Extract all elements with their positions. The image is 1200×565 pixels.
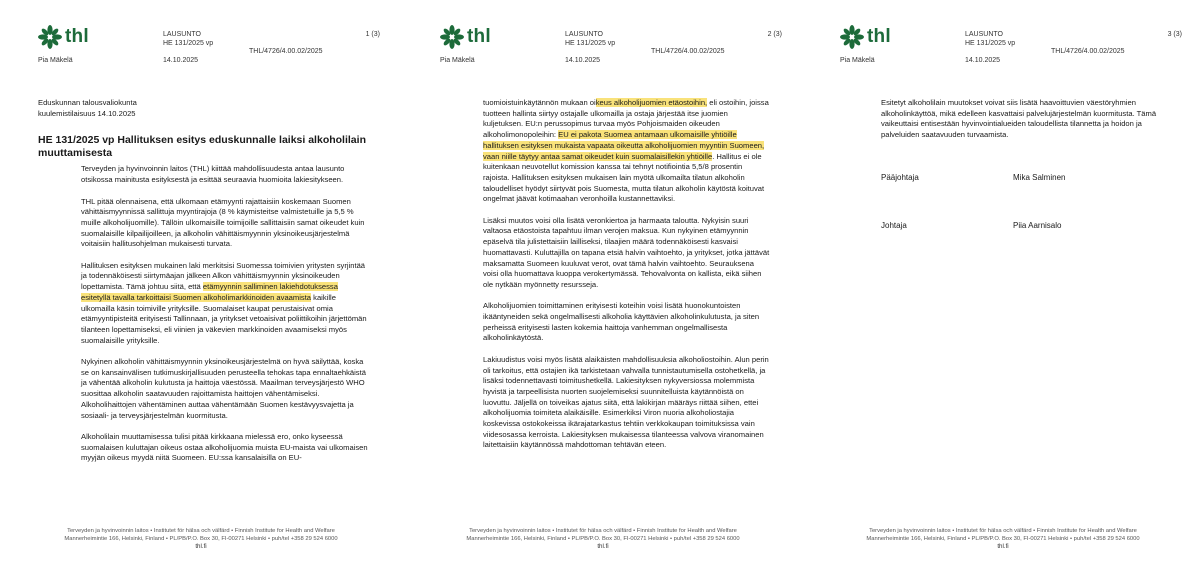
footer-line: Terveyden ja hyvinvoinnin laitos • Institutet för hälsa och välfärd • Finnish Institute for Health and Welfare <box>67 528 335 534</box>
thl-logo <box>440 24 491 50</box>
document-page-2 <box>420 0 796 565</box>
document-page-3 <box>820 0 1196 565</box>
footer-line: Terveyden ja hyvinvoinnin laitos • Institutet för hälsa och välfärd • Finnish Institute for Health and Welfare <box>869 528 1137 534</box>
thl-logo <box>840 24 891 50</box>
logo-text: thl <box>65 26 89 47</box>
footer-line: Mannerheimintie 166, Helsinki, Finland • PL/PB/P.O. Box 30, FI-00271 Helsinki • puh/tel +358 29 524 6000 <box>466 536 740 542</box>
page-2-body <box>483 98 770 462</box>
doc-number: HE 131/2025 vp <box>163 40 214 47</box>
reference-number: THL/4726/4.00.02/2025 <box>651 48 725 55</box>
author: Pia Mäkelä <box>440 57 475 64</box>
thl-logo <box>38 24 89 50</box>
footer-line: Terveyden ja hyvinvoinnin laitos • Institutet för hälsa och välfärd • Finnish Institute for Health and Welfare <box>469 528 737 534</box>
doc-date: 14.10.2025 <box>163 57 199 64</box>
doc-type: LAUSUNTO <box>163 31 201 38</box>
text-run: Hallituksen esityksen mukainen laki merkitsisi Suomessa toimivien yritysten syrjintää ja todennäköisesti siirtymäajan jälkeen Alkon vähittäismyynnin yksinoikeuden lopettamista. Tämä johtuu siitä, että <box>81 260 366 292</box>
paragraph: Esitetyt alkoholilain muutokset voivat siis lisätä haavoittuvien väestöryhmien alkoholinkäyttöä, mikä edelleen kasvattaisi palvelujärjestelmän kuormitusta. Tämä vaikeuttaisi entisestään hyvinvointialueiden taloudellista tilannetta ja hoidon ja palveluiden saatavuuden turvaamista. <box>881 98 1157 140</box>
footer-line: Mannerheimintie 166, Helsinki, Finland • PL/PB/P.O. Box 30, FI-00271 Helsinki • puh/tel +358 29 524 6000 <box>64 536 338 542</box>
thl-leaf-icon <box>840 25 864 49</box>
logo-text: thl <box>867 26 891 47</box>
signature-name: Piia Aarnisalo <box>1013 221 1062 230</box>
paragraph: Nykyinen alkoholin vähittäismyynnin yksinoikeusjärjestelmä on hyvä säilyttää, koska se on kansainvälisen tutkimuskirjallisuuden perusteella tehokas tapa ennaltaehkäistä ja vähentää alkoholin kulutusta ja haittoja väestössä. Maailman terveysjärjestö WHO suosittaa alkoholin saatavuuden rajoittamista haittojen vähentämiseksi. Alkoholihaittojen vähentäminen auttaa vähentämään Suomen kestävyysvajetta ja sosiaali- ja terveysjärjestelmän kuormitusta. <box>81 357 366 420</box>
signature-name: Mika Salminen <box>1013 173 1066 182</box>
reference-number: THL/4726/4.00.02/2025 <box>1051 48 1125 55</box>
paragraph: Alkoholilain muuttamisessa tulisi pitää kirkkaana mielessä ero, onko kyseessä suomalaisen kuluttajan oikeus ostaa alkoholijuomia muista EU-maista vai ulkomaisen myyjän oikeus myydä niitä Suomeen. EU:ssa kansalaisilla on EU- <box>81 431 368 463</box>
page-footer <box>420 527 786 551</box>
paragraph: Lakiuudistus voisi myös lisätä alaikäisten mahdollisuuksia alkoholiostoihin. Alun perin oli tarkoitus, että ostajien ikä tarkistetaan vahvalla tunnistautumisella ostohetkellä, ja lisäksi todennettavasti toimitushetkellä. Lakiesityksen nykyversiossa molemmista hyvistä ja tarpeellisista nuorten suojelemiseksi suunnitelluista käytännöistä on luovuttu. Jäljellä on toiveikas ajatus siitä, että lakikirjan määräys riittää siihen, ettei alkoholijuomia toimiteta alaikäisille. Esimerkiksi Viron nuoria alkoholiostajia koskevissa ostokokeissa ikärajatarkastus tehtiin verkkokaupan toimituksissa vain viidesosassa kerroista. Lakiesityksen mukaisessa tilanteessa valvova viranomainen laitettaisiin käytännössä mahdottoman tehtävän eteen. <box>483 354 769 450</box>
author: Pia Mäkelä <box>38 57 73 64</box>
doc-type: LAUSUNTO <box>965 31 1003 38</box>
reference-number: THL/4726/4.00.02/2025 <box>249 48 323 55</box>
text-run: . Hallitus ei ole kuitenkaan neuvotellut komission kanssa tai tehnyt notifiointia 5,5/8 prosentin rajoista. Hallituksen esityksen mukaisen lain myötä ulkomailta tilatun alkoholin taloudelliset hyödyt siirtyvät pois Suomesta, mutta tilatun alkoholin käytöstä koituvat ongelmat jäävät kotimaahan veronhoilla kustannettaviksi. <box>483 151 765 204</box>
document-title: HE 131/2025 vp Hallituksen esitys eduskunnalle laiksi alkoholilain muuttamisesta <box>38 134 366 159</box>
page-number: 2 (3) <box>767 31 782 38</box>
signature-title: Johtaja <box>881 221 907 230</box>
highlighted-text: EU ei pakota Suomea antamaan ulkomaisille yhtiöille hallituksen esityksen mukaista vapaata oikeutta alkoholijuomien myyntiin Suomeen, vaan niille täytyy antaa samat oikeudet kuin suomalaisillekin yhtiöille <box>483 130 765 161</box>
thl-leaf-icon <box>38 25 62 49</box>
doc-number: HE 131/2025 vp <box>565 40 616 47</box>
page-3-body <box>881 98 1170 152</box>
footer-line: Mannerheimintie 166, Helsinki, Finland • PL/PB/P.O. Box 30, FI-00271 Helsinki • puh/tel +358 29 524 6000 <box>866 536 1140 542</box>
hearing-info: kuulemistilaisuus 14.10.2025 <box>38 108 136 118</box>
text-run: tuomioistuinkäytännön mukaan oi <box>483 98 596 107</box>
footer-url: thl.fi <box>597 543 609 550</box>
doc-date: 14.10.2025 <box>565 57 601 64</box>
recipient: Eduskunnan talousvaliokunta <box>38 98 137 107</box>
footer-url: thl.fi <box>997 543 1009 550</box>
page-footer <box>820 527 1186 551</box>
text-run: eli ostoihin, joissa tuotteen hallinta siirtyy ostajalle ulkomailla ja ostaja järjestää itse juomien kuljetuksen. EU:n perussopimus turvaa myös Pohjoismaiden oikeuden alkoholimonopoleihin: <box>483 98 769 140</box>
page-number: 3 (3) <box>1167 31 1182 38</box>
paragraph <box>81 261 368 347</box>
highlighted-text: etämyynnin salliminen lakiehdotuksessa esitetyllä tavalla tarkoittaisi Suomen alkoholimarkkinoiden avaamista <box>81 282 338 302</box>
paragraph: Alkoholijuomien toimittaminen erityisesti koteihin voisi lisätä huonokuntoisten ikääntyneiden sekä ongelmallisesti alkoholia käyttävien alkoholinkulutusta, ja siten perheissä erityisesti lasten kokemia haittoja vanhemman ongelmallisesta alkoholinkäytöstä. <box>483 301 760 343</box>
signature-title: Pääjohtaja <box>881 173 919 182</box>
thl-leaf-icon <box>440 25 464 49</box>
text-run: kaikille ulkomailla käsin toimiville yrityksille. Suomalaiset kaupat perustaisivat omia etämyyntipisteitä erityisesti Tallinnaan, ja yritykset vetoaisivat poliittikoihin järjettömän tilanteen lopettamiseksi, eli viinien ja väkevien markkinoiden avaamiseksi myös suomalaisille yrityksille. <box>81 292 367 345</box>
doc-date: 14.10.2025 <box>965 57 1001 64</box>
page-number: 1 (3) <box>365 31 380 38</box>
paragraph: THL pitää olennaisena, että ulkomaan etämyynti rajattaisiin koskemaan Suomen vähittäismyynnissä sallittuja myyntirajoja (8 % käymisteitse valmistetuille ja 5,5 % muille alkoholijuomille). Tällöin ulkomaisille toimijoille sallittaisiin samat oikeudet kuin suomalaisille kilpailijoilleen, ja alkoholin vähittäismyynnin yksinoikeusjärjestelmä voitaisiin hallitusohjelman mukaisesti turvata. <box>81 196 365 249</box>
paragraph: Lisäksi muutos voisi olla lisätä veronkiertoa ja harmaata taloutta. Nykyisin suuri valtaosa etäostoista tapahtuu ilman verojen maksua. Kun nykyinen etämyynnin epäselvä tila julistettaisiin lailliseksi, tilaajien määrä todennäköisesti kasvaisi huomattavasti. Kuluttajilla on tapana etsiä halvin vaihtoehto, ja yritykset, jotka jättävät maksamatta Suomeen kuuluvat verot, ovat tämä halvin vaihtoehto. Seurauksena voisi olla huomattava kuoppa verokertymässä. Tehovalvonta on kallista, eikä siihen ole nytkään myönnetty resursseja. <box>483 215 770 289</box>
page-footer <box>18 527 384 551</box>
document-page-1 <box>18 0 394 565</box>
page-1-body <box>38 98 368 475</box>
author: Pia Mäkelä <box>840 57 875 64</box>
paragraph: Terveyden ja hyvinvoinnin laitos (THL) kiittää mahdollisuudesta antaa lausunto otsikossa mainitusta esityksestä ja esittää seuraavia huomioita lakiesitykseen. <box>81 164 345 185</box>
paragraph <box>483 98 770 205</box>
highlighted-text: keus alkoholijuomien etäostoihin, <box>595 98 708 107</box>
doc-number: HE 131/2025 vp <box>965 40 1016 47</box>
doc-type: LAUSUNTO <box>565 31 603 38</box>
footer-url: thl.fi <box>195 543 207 550</box>
logo-text: thl <box>467 26 491 47</box>
